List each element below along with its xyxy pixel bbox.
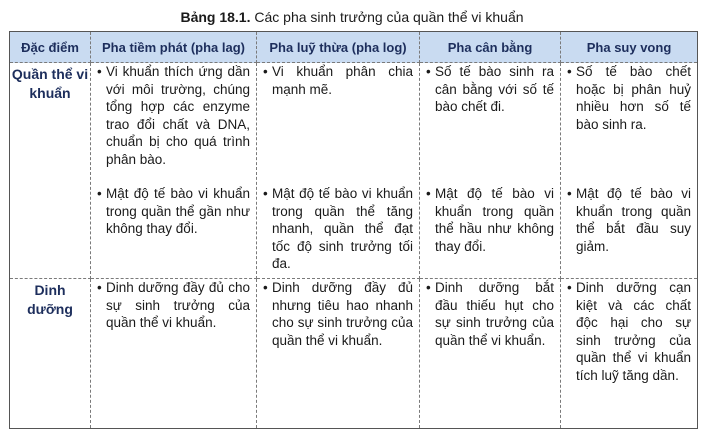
header-log-phase: Pha luỹ thừa (pha log) — [257, 32, 420, 63]
header-death-phase: Pha suy vong — [561, 32, 698, 63]
cell-nutrition-log — [257, 279, 420, 429]
bullet-text: • Vi khuẩn phân chia mạnh mẽ. — [263, 63, 413, 185]
header-lag-phase: Pha tiềm phát (pha lag) — [91, 32, 257, 63]
table-caption — [0, 0, 704, 24]
row-label-population: Quần thể vi khuẩn — [10, 63, 91, 279]
cell-nutrition-death — [561, 279, 698, 429]
caption-text: Các pha sinh trưởng của quần thể vi khuẩn — [254, 9, 524, 25]
bullet-text: • Vi khuẩn thích ứng dần với môi trường, chúng tổng hợp các enzyme trao đổi chất và DNA, chuẩn bị cho quá trình phân bào. — [97, 63, 250, 185]
row-label-nutrition: Dinh dưỡng — [10, 279, 91, 429]
table-row-nutrition — [10, 279, 698, 429]
bullet-text: • Mật độ tế bào vi khuẩn trong quần thể bắt đầu suy giảm. — [567, 185, 691, 255]
cell-population-stationary — [420, 63, 561, 279]
bullet-text: • Dinh dưỡng đầy đủ cho sự sinh trưởng của quần thể vi khuẩn. — [97, 279, 250, 332]
cell-population-death — [561, 63, 698, 279]
header-stationary-phase: Pha cân bằng — [420, 32, 561, 63]
cell-nutrition-lag — [91, 279, 257, 429]
bullet-text: • Dinh dưỡng bắt đầu thiếu hụt cho sự sinh trưởng của quần thể vi khuẩn. — [426, 279, 554, 349]
growth-phases-table — [9, 31, 698, 429]
cell-population-lag — [91, 63, 257, 279]
cell-population-log — [257, 63, 420, 279]
cell-nutrition-stationary — [420, 279, 561, 429]
bullet-text: • Mật độ tế bào vi khuẩn trong quần thể hầu như không thay đổi. — [426, 185, 554, 255]
bullet-text: • Mật độ tế bào vi khuẩn trong quần thể gần như không thay đổi. — [97, 185, 250, 238]
bullet-text: • Dinh dưỡng đầy đủ nhưng tiêu hao nhanh cho sự sinh trưởng của quần thể vi khuẩn. — [263, 279, 413, 349]
bullet-text: • Mật độ tế bào vi khuẩn trong quần thể tăng nhanh, quần thể đạt tốc độ sinh trưởng tối đa. — [263, 185, 413, 273]
bullet-text: • Số tế bào chết hoặc bị phân huỷ nhiều hơn số tế bào sinh ra. — [567, 63, 691, 185]
header-characteristic: Đặc điểm — [10, 32, 91, 63]
caption-number: Bảng 18.1. — [180, 9, 251, 25]
header-row — [10, 32, 698, 63]
bullet-text: • Dinh dưỡng cạn kiệt và các chất độc hại cho sự sinh trưởng của quần thể vi khuẩn tích luỹ tăng dần. — [567, 279, 691, 385]
bullet-text: • Số tế bào sinh ra cân bằng với số tế bào chết đi. — [426, 63, 554, 185]
table-row-population — [10, 63, 698, 279]
